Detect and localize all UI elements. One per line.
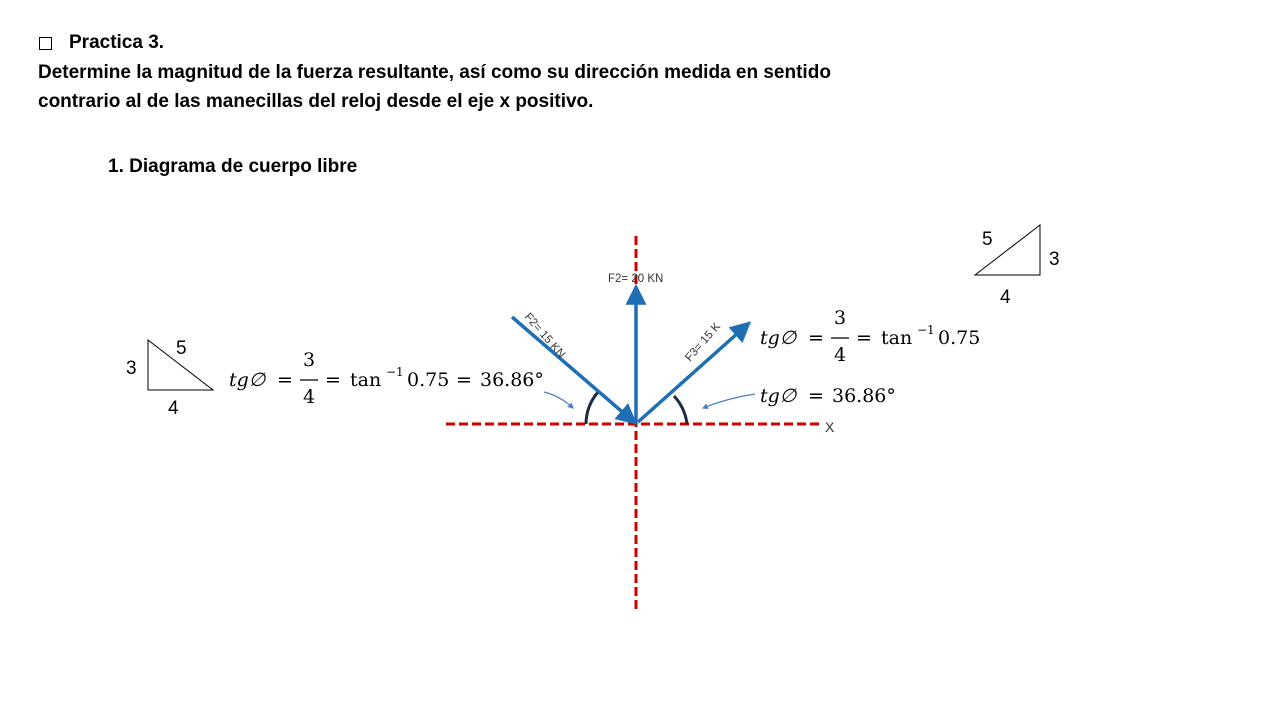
left-eq-equals-2: = — [325, 369, 341, 391]
left-eq-equals-3: = — [456, 369, 472, 391]
right-eq-tg: tg∅ — [760, 327, 797, 349]
left-eq-angle: 36.86° — [480, 369, 544, 391]
left-eq-tan: tan — [350, 369, 382, 391]
right-angle-arc — [674, 396, 687, 424]
force-left-label: F2= 15 KN — [521, 311, 568, 361]
force-right-arrow — [638, 324, 748, 422]
right-triangle-side: 3 — [1049, 249, 1060, 270]
left-triangle-side: 3 — [126, 358, 137, 379]
force-right-label: F3= 15 K — [683, 320, 724, 364]
right-eq2-tg: tg∅ — [760, 385, 797, 407]
right-eq-value: 0.75 — [938, 327, 981, 349]
practice-title: Practica 3. — [69, 32, 165, 53]
right-eq2-angle: 36.86° — [832, 385, 896, 407]
left-triangle-base: 4 — [168, 398, 179, 419]
left-eq-denominator: 4 — [303, 386, 316, 408]
right-eq-tan: tan — [881, 327, 913, 349]
problem-statement-line-1: Determine la magnitud de la fuerza resultante, así como su dirección medida en sentido — [38, 62, 831, 83]
right-equation-top — [760, 307, 980, 366]
right-eq2-equals: = — [808, 385, 824, 407]
right-triangle-hyp: 5 — [982, 229, 993, 250]
problem-statement-line-2: contrario al de las manecillas del reloj desde el eje x positivo. — [38, 91, 594, 112]
force-vertical-label: F2= 20 KN — [608, 273, 664, 285]
x-axis-label: X — [825, 419, 835, 435]
right-eq-numerator: 3 — [834, 307, 847, 329]
right-eq-equals-2: = — [856, 327, 872, 349]
left-eq-tg: tg∅ — [229, 369, 266, 391]
left-eq-inverse: −1 — [386, 365, 404, 379]
left-eq-value: 0.75 — [407, 369, 450, 391]
right-equation-bottom — [760, 385, 896, 407]
left-triangle-hyp: 5 — [176, 338, 187, 359]
left-pointer-arrow — [544, 392, 573, 408]
left-eq-numerator: 3 — [303, 349, 316, 371]
right-eq-equals-1: = — [808, 327, 824, 349]
left-angle-arc — [586, 392, 598, 424]
right-eq-inverse: −1 — [917, 323, 935, 337]
right-pointer-arrow — [703, 394, 755, 408]
right-triangle-base: 4 — [1000, 287, 1011, 308]
right-eq-denominator: 4 — [834, 344, 847, 366]
section-title: 1. Diagrama de cuerpo libre — [108, 156, 358, 177]
left-eq-equals-1: = — [277, 369, 293, 391]
left-equation — [229, 349, 544, 408]
